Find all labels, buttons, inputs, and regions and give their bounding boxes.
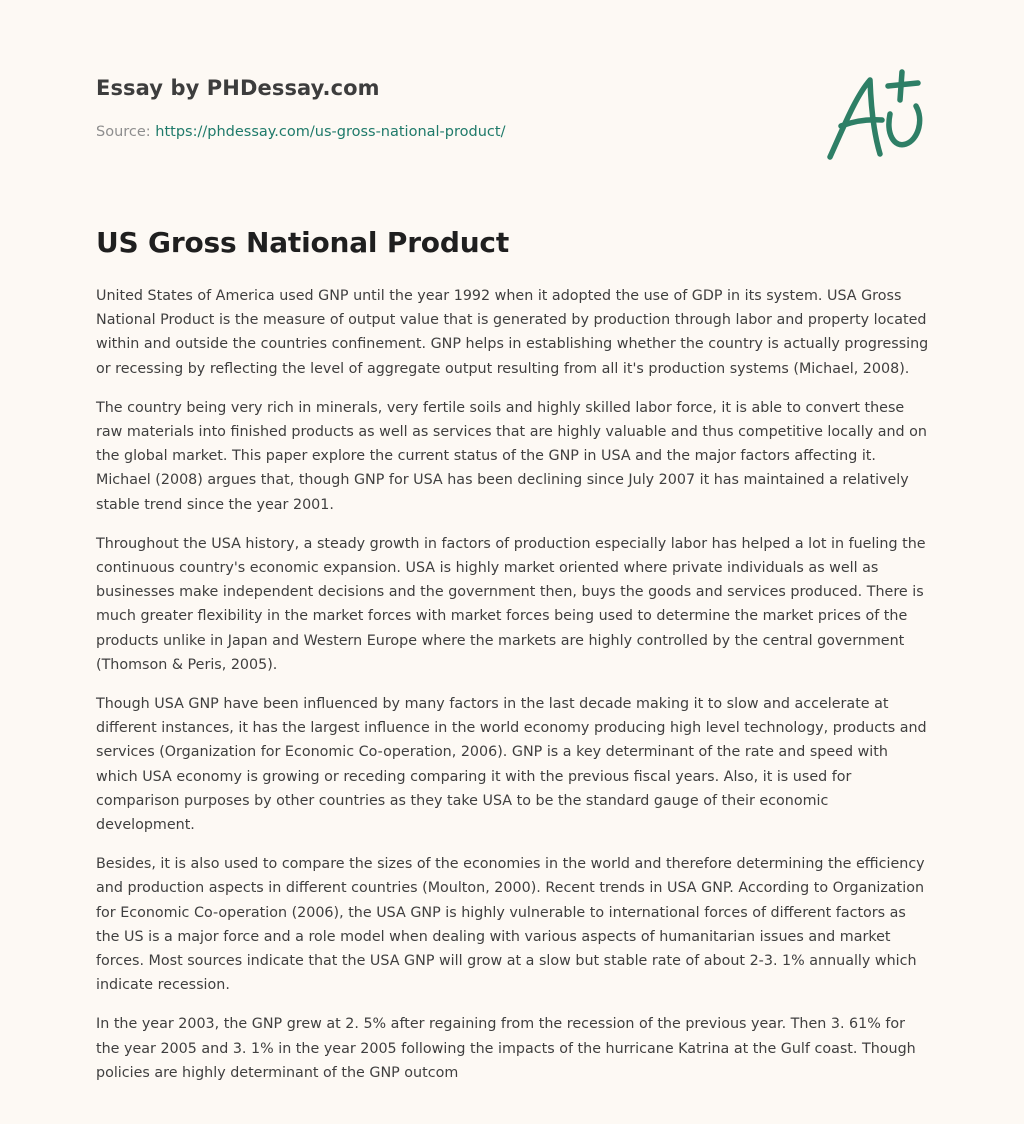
essay-paragraph: United States of America used GNP until the year 1992 when it adopted the use of GDP in its system. USA Gross National Product is the measure of output value that is generated by production through labor and property located within and outside the countries confinement. GNP helps in establishing whether the country is actually progressing or recessing by reflecting the level of aggregate output resulting from all it's production systems (Michael, 2008).: [96, 288, 929, 377]
essay-paragraph: The country being very rich in minerals, very fertile soils and highly skilled labor force, it is able to convert these raw materials into finished products as well as services that are highly valuable and thus competitive locally and on the global market. This paper explore the current status of the GNP in USA and the major factors affecting it. Michael (2008) argues that, though GNP for USA has been declining since July 2007 it has maintained a relatively stable trend since the year 2001.: [96, 399, 927, 513]
source-link[interactable]: https://phdessay.com/us-gross-national-product/: [155, 124, 506, 140]
source-line: [96, 124, 505, 140]
essay-paragraph: In the year 2003, the GNP grew at 2. 5% after regaining from the recession of the previous year. Then 3. 61% for the year 2005 and 3. 1% in the year 2005 following the impacts of the hurricane Katrina at the Gulf coast. Though policies are highly determinant of the GNP outcom: [96, 1016, 916, 1081]
site-title: Essay by PHDessay.com: [96, 76, 380, 100]
essay-body: [96, 284, 930, 1100]
essay-header: [96, 72, 928, 182]
essay-paragraph: Though USA GNP have been influenced by many factors in the last decade making it to slow and accelerate at different instances, it has the largest influence in the world economy producing high level technology, products and services (Organization for Economic Co-operation, 2006). GNP is a key determinant of the rate and speed with which USA economy is growing or receding comparing it with the previous fiscal years. Also, it is used for comparison purposes by other countries as they take USA to be the standard gauge of their economic development.: [96, 696, 927, 834]
source-label: Source:: [96, 124, 151, 140]
essay-title: US Gross National Product: [96, 226, 510, 259]
essay-paragraph: Throughout the USA history, a steady growth in factors of production especially labor has helped a lot in fueling the continuous country's economic expansion. USA is highly market oriented where private individuals as well as businesses make independent decisions and the government then, buys the goods and services produced. There is much greater flexibility in the market forces with market forces being used to determine the market prices of the products unlike in Japan and Western Europe where the markets are highly controlled by the central government (Thomson & Peris, 2005).: [96, 535, 926, 673]
a-plus-grade-icon: [824, 68, 928, 162]
essay-paragraph: Besides, it is also used to compare the sizes of the economies in the world and therefore determining the efficiency and production aspects in different countries (Moulton, 2000). Recent trends in USA GNP. According to Organization for Economic Co-operation (2006), the USA GNP is highly vulnerable to international forces of different factors as the US is a major force and a role model when dealing with various aspects of humanitarian issues and market forces. Most sources indicate that the USA GNP will grow at a slow but stable rate of about 2-3. 1% annually which indicate recession.: [96, 856, 925, 994]
